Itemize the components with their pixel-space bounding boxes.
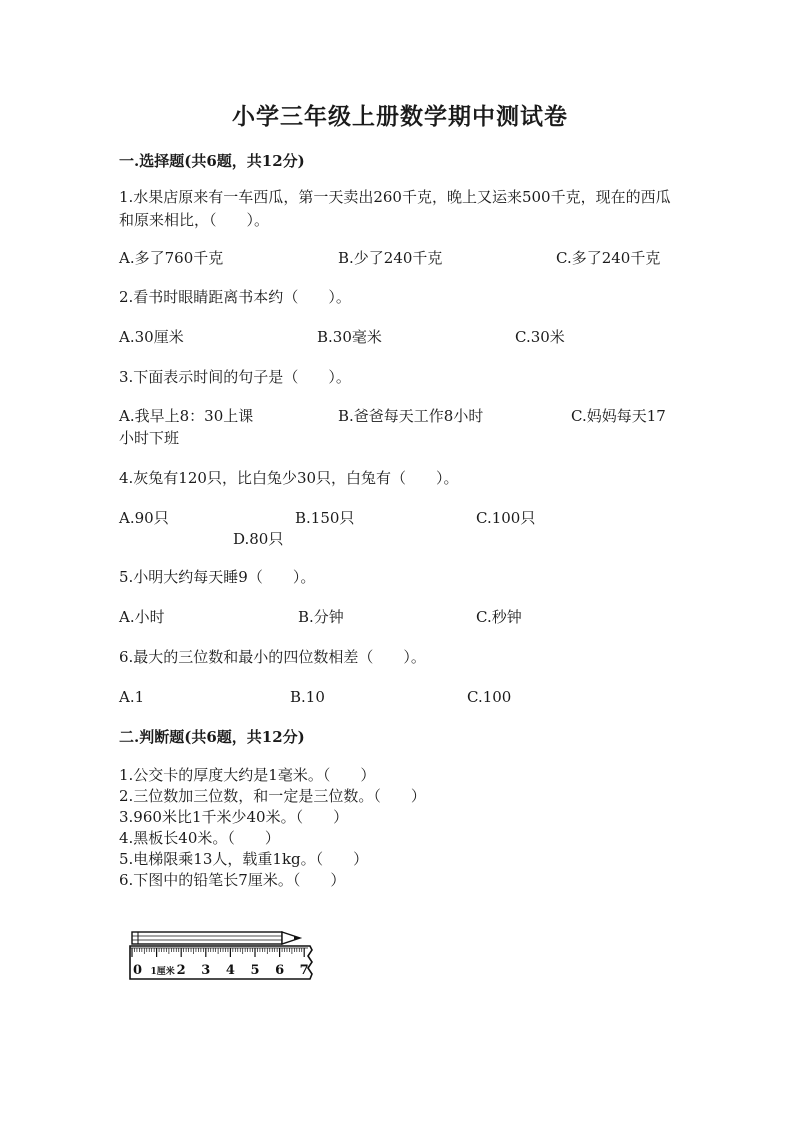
- q5-option-b: B.分钟: [298, 608, 344, 626]
- judge-item: 6.下图中的铅笔长7厘米。（ ）: [119, 871, 346, 889]
- q4-option-c: C.100只: [476, 509, 536, 527]
- pencil-ruler-figure: [128, 926, 324, 982]
- pencil: [132, 932, 300, 944]
- q1-option-c: C.多了240千克: [556, 249, 661, 267]
- ruler-label-0: 0: [133, 963, 143, 978]
- q6-option-a: A.1: [119, 688, 145, 706]
- q5-option-a: A.小时: [119, 608, 165, 626]
- judge-item: 4.黑板长40米。（ ）: [119, 829, 280, 847]
- q3-option-a: A.我早上8：30上课: [119, 407, 254, 425]
- q3-option-c: C.妈妈每天17小时下班: [119, 407, 666, 447]
- ruler-label-4: 4: [225, 963, 235, 978]
- section-heading-choice: 一.选择题(共6题，共12分): [119, 152, 305, 170]
- judge-item: 5.电梯限乘13人，载重1kg。（ ）: [119, 850, 369, 868]
- q2-option-a: A.30厘米: [119, 328, 184, 346]
- section-heading-judge: 二.判断题(共6题，共12分): [119, 728, 305, 746]
- q4-option-d: D.80只: [233, 530, 284, 548]
- ruler-label-2: 2: [176, 963, 186, 978]
- question-5: 5.小明大约每天睡9（ ）。: [119, 568, 316, 586]
- judge-item: 3.960米比1千米少40米。（ ）: [119, 808, 349, 826]
- q4-option-b: B.150只: [295, 509, 355, 527]
- judge-list: [119, 765, 426, 891]
- q5-option-c: C.秒钟: [476, 608, 522, 626]
- question-1: 1.水果店原来有一车西瓜，第一天卖出260千克，晚上又运来500千克，现在的西瓜和原来相比，（ ）。: [119, 188, 671, 229]
- q2-option-b: B.30毫米: [317, 328, 382, 346]
- ruler-label-7: 7: [299, 963, 309, 978]
- question-4: 4.灰兔有120只，比白兔少30只，白兔有（ ）。: [119, 469, 459, 487]
- q6-option-b: B.10: [290, 688, 325, 706]
- q3-option-b: B.爸爸每天工作8小时: [338, 407, 484, 425]
- ruler-label-5: 5: [250, 963, 260, 978]
- q1-option-b: B.少了240千克: [338, 249, 443, 267]
- ruler-label-3: 3: [201, 963, 211, 978]
- q4-option-a: A.90只: [119, 509, 169, 527]
- ruler-label-1: 1厘米: [150, 967, 175, 977]
- question-2: 2.看书时眼睛距离书本约（ ）。: [119, 288, 351, 306]
- q2-option-c: C.30米: [515, 328, 565, 346]
- question-3: 3.下面表示时间的句子是（ ）。: [119, 368, 351, 386]
- q6-option-c: C.100: [467, 688, 512, 706]
- q1-option-a: A.多了760千克: [119, 249, 224, 267]
- page-title: 小学三年级上册数学期中测试卷: [232, 103, 568, 130]
- question-6: 6.最大的三位数和最小的四位数相差（ ）。: [119, 648, 426, 666]
- judge-item: 2.三位数加三位数，和一定是三位数。（ ）: [119, 787, 426, 805]
- judge-item: 1.公交卡的厚度大约是1毫米。（ ）: [119, 766, 376, 784]
- ruler-label-6: 6: [275, 963, 285, 978]
